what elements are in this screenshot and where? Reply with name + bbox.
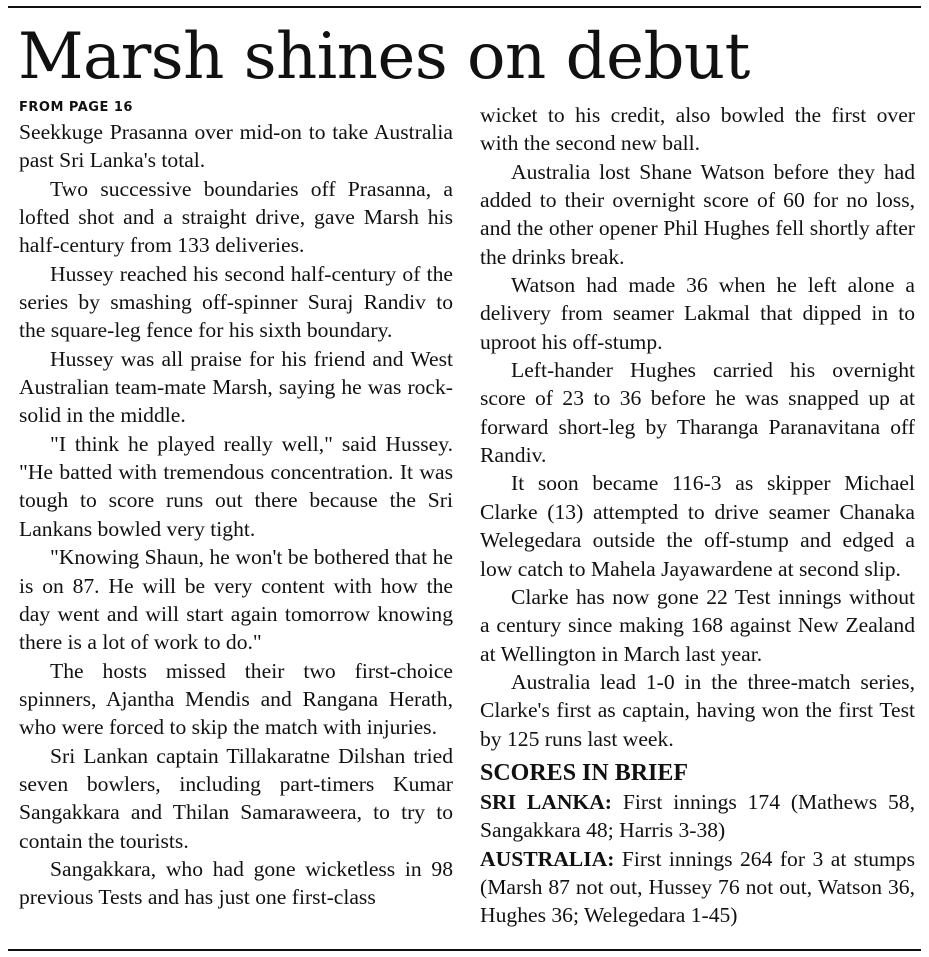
paragraph: Sangakkara, who had gone wicketless in 98 previous Tests and has just one first-class xyxy=(19,856,453,910)
paragraph: Australia lead 1-0 in the three-match series, Clarke's first as captain, having won the first Test by 125 runs last week. xyxy=(480,669,915,751)
paragraph: Australia lost Shane Watson before they had added to their overnight score of 60 for no loss, and the other opener Phil Hughes fell shortly after the drinks break. xyxy=(480,159,915,269)
paragraph: Seekkuge Prasanna over mid-on to take Australia past Sri Lanka's total. xyxy=(19,120,453,173)
paragraph: Hussey reached his second half-century of the series by smashing off-spinner Suraj Randiv to the square-leg fence for his sixth boundary. xyxy=(19,261,453,343)
team-name: SRI LANKA: xyxy=(480,789,612,814)
paragraph: "I think he played really well," said Hussey. "He batted with tremendous concentration. It was tough to score runs out there because the Sri Lankans bowled very tight. xyxy=(19,431,453,541)
left-column xyxy=(19,98,453,912)
paragraph: "Knowing Shaun, he won't be bothered that he is on 87. He will be very content with how the day went and will start again tomorrow knowing there is a lot of work to do." xyxy=(19,545,453,655)
headline: Marsh shines on debut xyxy=(18,20,750,94)
paragraph: Watson had made 36 when he left alone a delivery from seamer Lakmal that dipped in to uproot his off-stump. xyxy=(480,273,915,354)
paragraph: Hussey was all praise for his friend and West Australian team-mate Marsh, saying he was rock-solid in the middle. xyxy=(19,346,453,428)
scores-heading: SCORES IN BRIEF xyxy=(480,759,689,786)
paragraph: It soon became 116-3 as skipper Michael Clarke (13) attempted to drive seamer Chanaka Welegedara outside the off-stump and edged a low catch to Mahela Jayawardene at second slip. xyxy=(480,471,915,581)
score-text: First innings 174 (Mathews 58, Sangakkara 48; Harris 3-38) xyxy=(480,789,915,843)
score-line-sri-lanka xyxy=(480,788,915,845)
paragraph: The hosts missed their two first-choice spinners, Ajantha Mendis and Rangana Herath, who were forced to skip the match with injuries. xyxy=(19,658,453,740)
paragraph: Left-hander Hughes carried his overnight score of 23 to 36 before he was snapped up at forward short-leg by Tharanga Paranavitana off Randiv. xyxy=(480,358,915,468)
paragraph: wicket to his credit, also bowled the first over with the second new ball. xyxy=(480,103,915,156)
right-column xyxy=(480,101,915,930)
score-text: First innings 264 for 3 at stumps (Marsh 87 not out, Hussey 76 not out, Watson 36, Hughes 36; Welegedara 1-45) xyxy=(480,846,915,928)
paragraph: Clarke has now gone 22 Test innings without a century since making 168 against New Zealand at Wellington in March last year. xyxy=(480,584,915,666)
score-line-australia xyxy=(480,845,915,930)
paragraph: Sri Lankan captain Tillakaratne Dilshan tried seven bowlers, including part-timers Kumar Sangakkara and Thilan Samaraweera, to try to contain the tourists. xyxy=(19,743,453,853)
paragraph: Two successive boundaries off Prasanna, a lofted shot and a straight drive, gave Marsh his half-century from 133 deliveries. xyxy=(19,176,453,258)
top-rule xyxy=(8,6,921,8)
continuation-kicker: FROM PAGE 16 xyxy=(19,100,133,115)
bottom-rule xyxy=(8,949,921,951)
team-name: AUSTRALIA: xyxy=(480,846,615,871)
